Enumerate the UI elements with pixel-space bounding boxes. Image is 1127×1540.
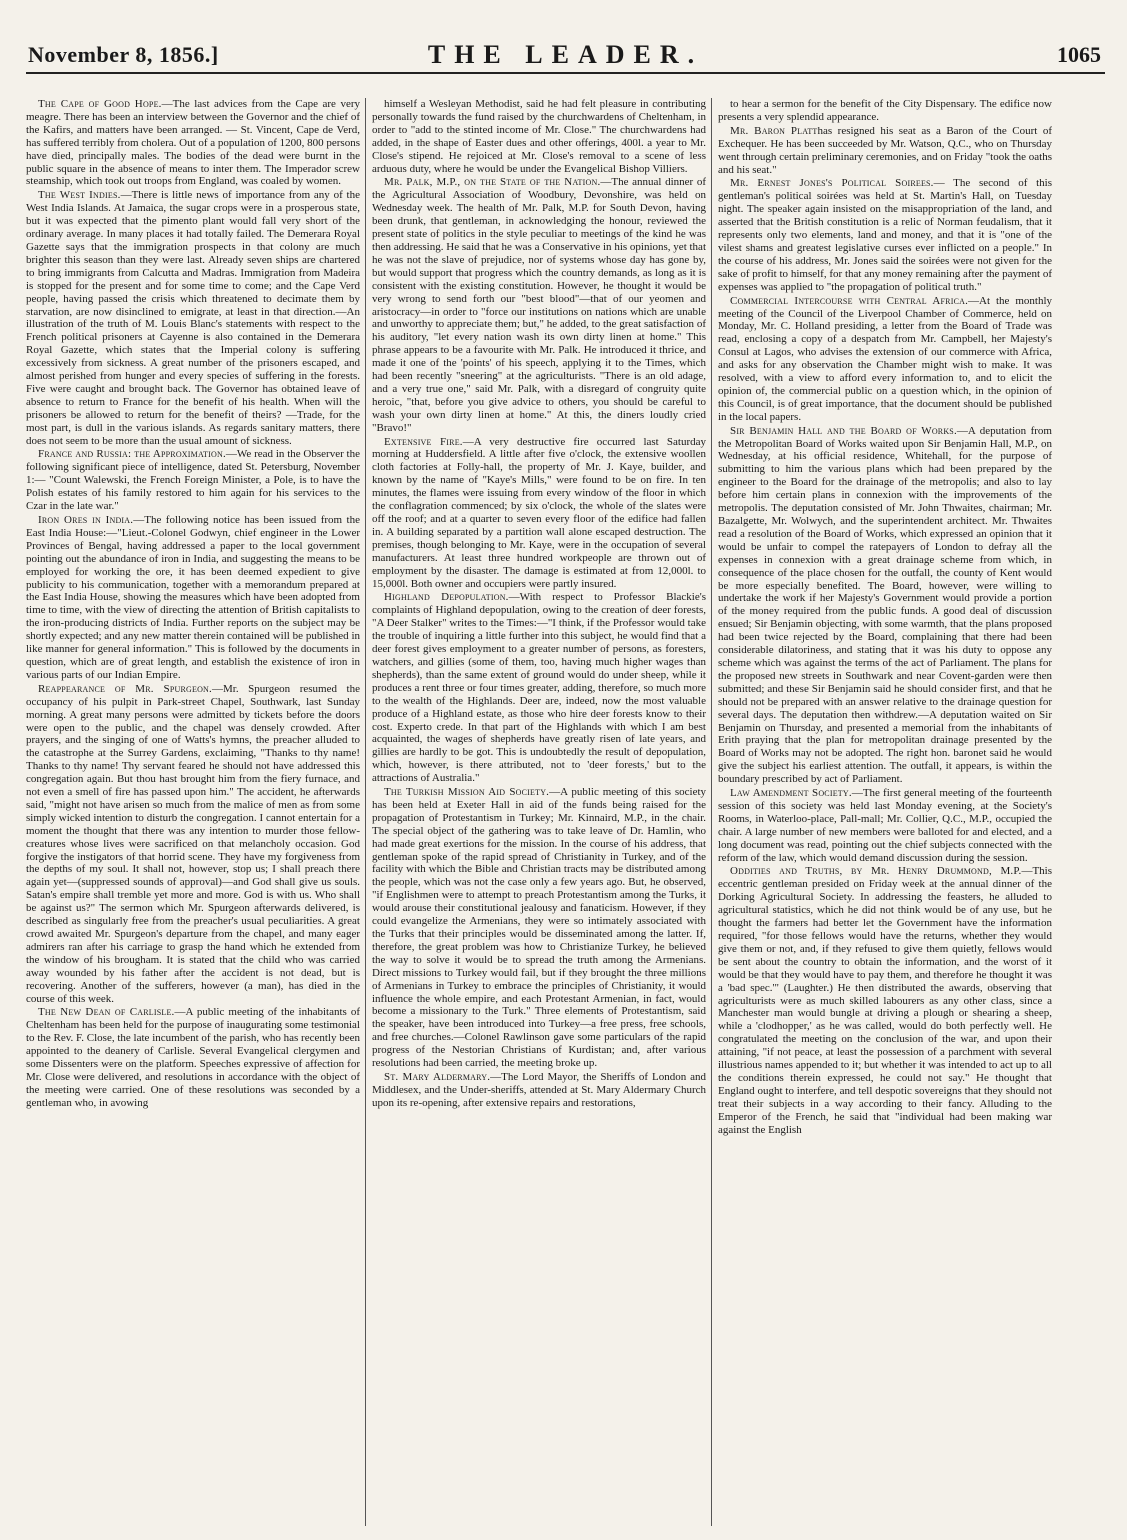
- article-heading: Mr. Baron Platt: [730, 124, 818, 137]
- article-paragraph: [372, 591, 706, 785]
- article-paragraph: [26, 683, 360, 1006]
- page-number: 1065: [1057, 42, 1101, 67]
- article-body: —There is little news of importance from any of the West India Islands. At Jamaica, the sugar crops were in a prosperous state, but it was expected that the pimento plant would fall very short of the ordinary average. In many places it had totally failed. The Demerara Royal Gazette says that the immigration prospects in that colony are much brighter this season than they were last. Already seven ships are chartered to bring immigrants from Calcutta and Madras. Immigration from Madeira is stopped for the present and for some time to come; and the Cape Verd people, having passed the crisis which threatened to decimate them by starvation, are now disinclined to emigrate, at least in that direction.—An illustration of the truth of M. Louis Blanc's statements with respect to the French political prisoners at Cayenne is also contained in the Demerara Royal Gazette, which states that the Imperial colony is suffering excessively from sickness. A great number of the prisoners escaped, and almost perished from hunger and every species of suffering in the forests. Five were caught and brought back. The Governor has obtained leave of absence to return to France for the benefit of his health. When will the prisoners be allowed to return for the benefit of theirs? —Trade, for the most part, is dull in the various islands. As regards sanitary matters, there does not seem to be more than the usual amount of sickness.: [26, 189, 360, 447]
- article-heading: The Turkish Mission Aid Society.: [384, 786, 550, 799]
- article-heading: Extensive Fire.: [384, 435, 463, 448]
- article-paragraph: [372, 1071, 706, 1110]
- article-heading: Mr. Ernest Jones's Political Soirees.: [730, 177, 934, 190]
- article-body: —We read in the Observer the following significant piece of intelligence, dated St. Petersburg, November 1:— "Count Walewski, the French Foreign Minister, a Pole, is to have the Polish estates of his family restored to him again for his services to the Czar in the late war.": [26, 448, 360, 513]
- article-body: —Mr. Spurgeon resumed the occupancy of his pulpit in Park-street Chapel, Southwark, last Sunday morning. A great many persons were admitted by tickets before the doors were open to the public, and the chapel was densely crowded. After prayers, and the singing of one of Watts's hymns, the preacher alluded to the catastrophe at the Surrey Gardens, exclaiming, "Thanks to thy name! Thanks to thy name! Thy servant feared he should not have addressed this congregation again. But thou hast brought him from the fiery furnace, and not even a smell of fire has passed upon him." The accident, he afterwards said, "might not have arisen so much from the malice of men as from some simply wicked intention to disturb the congregation. I cannot entertain for a moment the thought that there was any intention to murder those fellow-creatures whose lives were sacrificed on that melancholy occasion. God forgive the instigators of that horrid scene. They have my forgiveness from the depths of my soul. It shall not, however, stop us; I shall preach there again yet—(suppressed sounds of approval)—and God shall give us souls. Satan's empire shall tremble yet more and more. God is with us. Who shall be against us?" The sermon which Mr. Spurgeon afterwards delivered, is described as singularly free from the preacher's usual peculiarities. A great crowd awaited Mr. Spurgeon's departure from the chapel, and many eager admirers ran after his carriage to grasp the hand which he extended from the window of his brougham. It is stated that the child who was carried away wounded by his father after the accident is not dead, but is recovering. Another of the sufferers, however (a man), has died in the course of this week.: [26, 682, 360, 1005]
- column-divider: [365, 98, 366, 1526]
- article-heading: Highland Depopulation.: [384, 591, 509, 604]
- article-heading: The New Dean of Carlisle.: [38, 1006, 175, 1019]
- article-body: has resigned his seat as a Baron of the Court of Exchequer. He has been succeeded by Mr. Watson, Q.C., who on Thursday went through certain preliminary ceremonies, and on Friday "took the oaths and his seat.": [718, 124, 1052, 176]
- article-body: — The second of this gentleman's political soirées was held at St. Martin's Hall, on Tuesday night. The speaker again insisted on the misappropriation of the land, and asserted that the British constitution is a relic of Norman feudalism, that it represents only two elements, land and money, and that it is "one of the vilest shams and greatest legislative curses ever inflicted on a people." In the course of his address, Mr. Jones said the soirées were not given for the sake of profit to himself, for that any money remaining after the payment of expenses was applied to "the propagation of political truth.": [718, 177, 1052, 293]
- article-paragraph: [372, 176, 706, 434]
- article-paragraph: [718, 425, 1052, 786]
- article-paragraph: [718, 125, 1052, 177]
- column-1: [26, 98, 360, 1526]
- article-paragraph: [26, 514, 360, 682]
- article-paragraph: [26, 448, 360, 513]
- article-paragraph: [718, 177, 1052, 293]
- article-body: —This eccentric gentleman presided on Friday week at the annual dinner of the Dorking Agricultural Society. In addressing the feasters, he alluded to agricultural statistics, which he did not think would be of any use, but he thought the farmers had better let the Government have the information required, "for those fellows would have the returns, whether they would give them or not, and, if they refused to give them quietly, fellows would be sent about the country to obtain the information, and the worst of it would be that they would have to pay them, and therefore he thought it was a 'bad spec.'" (Laughter.) He then distributed the awards, observing that agriculturists were as much skilled labourers as any other class, since a Manchester man would bungle at driving a plough or shearing a sheep, while a 'clodhopper,' as he was called, would do both perfectly well. He congratulated the meeting on the conclusion of the war, and upon their attaining, "if not peace, at least the possession of a parchment with several illustrious names appended to it; but whether it was intended to act up to all the conditions therein expressed, he could not say." He thought that England ought to interfere, and tell despotic sovereigns that they should not treat their subjects in a way according to their fancy. Alluding to the Emperor of the French, he said that "individual had been making war against the English: [718, 865, 1052, 1136]
- page-header: [26, 38, 1105, 74]
- column-divider: [711, 98, 712, 1526]
- article-body: —The last advices from the Cape are very meagre. There has been an interview between the Governor and the chief of the Kafirs, and matters have been arranged. — St. Vincent, Cape de Verd, has suffered terribly from cholera. Out of a population of 1200, 800 persons have died, principally males. The bodies of the dead were burnt in the public square in the absence of means to inter them. The Imperador screw steamship, which took out troops from England, was coaled by women.: [26, 98, 360, 188]
- column-3: [718, 98, 1052, 1526]
- article-body: —The Lord Mayor, the Sheriffs of London and Middlesex, and the Under-sheriffs, attended at St. Mary Aldermary Church upon its re-opening, after extensive repairs and restorations,: [372, 1070, 706, 1109]
- article-heading: Iron Ores in India.: [38, 514, 134, 526]
- article-body: himself a Wesleyan Methodist, said he had felt pleasure in contributing personally towards the fund raised by the churchwardens of Cheltenham, in order to "add to the stinted income of Mr. Close." The churchwardens had added, in the shape of Easter dues and other offerings, 400l. a year to Mr. Close's stipend. He rejoiced at Mr. Close's removal to a scene of less arduous duty, where he would be under the Evangelical Bishop Villiers.: [372, 98, 706, 175]
- issue-date: November 8, 1856.]: [28, 42, 219, 67]
- article-heading: Commercial Intercourse with Central Africa.: [730, 294, 969, 307]
- article-heading: The West Indies.: [38, 189, 121, 202]
- article-heading: Law Amendment Society.: [730, 787, 852, 800]
- article-body: —The annual dinner of the Agricultural Association of Woodbury, Devonshire, was held on Wednesday week. The health of Mr. Palk, M.P. for South Devon, having been drunk, that gentleman, in acknowledging the honour, reviewed the present state of politics in the style peculiar to meetings of the kind he was then addressing. He said that he was a Conservative in his opinions, yet that he was not the slave of prejudice, nor of systems whose day has gone by, but would support that progress which the country demands, as long as it is consistent with the existing constitution. However, he thought it would be very wrong to send forth our "best blood"—that of our yeomen and aristocracy—in order to "force our institutions on nations which are unable and unworthy to appreciate them; but," he added, to the great satisfaction of his auditory, "let every nation wash its own dirty linen at home." This phrase appears to be a favourite with Mr. Palk. He introduced it thrice, and made it one of the 'points' of his speech, applying it to the Times, which had been recently "sneering" at the agriculturists. "There is an old adage, and a very true one," said Mr. Palk, with a disregard of congruity quite heroic, "that, before you give advice to others, you should be careful to wash your own dirty linen at home." At this, the diners loudly cried "Bravo!": [372, 176, 706, 434]
- article-body: to hear a sermon for the benefit of the City Dispensary. The edifice now presents a very splendid appearance.: [718, 98, 1052, 123]
- article-body: —A public meeting of this society has been held at Exeter Hall in aid of the funds being raised for the propagation of Protestantism in Turkey; Mr. Kinnaird, M.P., in the chair. The special object of the gathering was to take leave of Dr. Hamlin, who had made great exertions for the mission. In the course of his address, that gentleman spoke of the rapid spread of Christianity in Turkey, and of the facility with which the Bible and Christian tracts may be distributed among the people, which was not the case only a few years ago. But, he observed, "if Englishmen were to attempt to preach Protestantism among the Turks, it would arouse their constitutional jealousy and fanaticism. However, if they could evangelize the Armenians, they were so intimately associated with the Turks that their principles would be disseminated among the latter. If, therefore, the great problem was how to Christianize Turkey, he believed the way to solve it would be to spread the truth among the Armenians. Direct missions to Turkey would fail, but if they brought the three millions of Armenians in Turkey to embrace the principles of Christianity, it would influence the whole empire, and each Protestant Armenian, in fact, would become a missionary to the Turk." Three elements of Protestantism, said the speaker, have been introduced into Turkey—a free press, free schools, and free churches.—Colonel Rawlinson gave some particulars of the rapid progress of the Nestorian Christians of Kurdistan; and, after various resolutions had been carried, the meeting broke up.: [372, 786, 706, 1070]
- article-paragraph: [26, 98, 360, 188]
- article-paragraph: [26, 189, 360, 447]
- article-heading: France and Russia: the Approximation.: [38, 448, 226, 461]
- article-paragraph: [372, 436, 706, 591]
- article-heading: Mr. Palk, M.P., on the State of the Nation.: [384, 176, 601, 189]
- article-body: —The following notice has been issued from the East India House:—"Lieut.-Colonel Godwyn, chief engineer in the Lower Provinces of Bengal, having addressed a paper to the local government pointing out the abundance of iron in India, and suggesting the means to be employed for working the ore, it has been deemed expedient to give publicity to his communication, together with a memorandum prepared at the East India House, showing the measures which have been adopted from time to time, with the view of directing the attention of British capitalists to the iron-producing districts of India. Further reports on the subject may be shortly expected; and any new matter therein contained will be published in like manner for general information." This is followed by the documents in question, which are of great length, and establish the existence of iron in various parts of our Indian Empire.: [26, 514, 360, 681]
- article-heading: Sir Benjamin Hall and the Board of Works.: [730, 424, 957, 437]
- article-paragraph: [372, 786, 706, 1070]
- article-paragraph: [718, 98, 1052, 124]
- article-body: —At the monthly meeting of the Council of the Liverpool Chamber of Commerce, held on Monday, Mr. C. Holland presiding, a letter from the Board of Trade was read, enclosing a copy of a despatch from Mr. Campbell, her Majesty's Consul at Lagos, who advises the extension of our commerce with Africa, and asks for any observation the Chamber might wish to make. It was resolved, with a view to afford every information to, and to elicit the opinion of, the commercial public on a question which, in the opinion of this Council, is of great importance, that the document should be published in the local papers.: [718, 294, 1052, 423]
- masthead: THE LEADER.: [427, 40, 704, 69]
- article-body: —The first general meeting of the fourteenth session of this society was held last Monday evening, at the Society's Rooms, in Waterloo-place, Pall-mall; Mr. Collier, Q.C., M.P., occupied the chair. A large number of new members were balloted for and elected, and a long document was read, pointing out the chief subjects connected with the reform of the law, which would demand discussion during the session.: [718, 787, 1052, 864]
- article-paragraph: [718, 295, 1052, 424]
- article-paragraph: [372, 98, 706, 175]
- article-body: —A deputation from the Metropolitan Board of Works waited upon Sir Benjamin Hall, M.P., on Wednesday, at his official residence, Whitehall, for the purpose of submitting to him the various plans which had been prepared by the engineer to the Board for the drainage of the metropolis; and also to lay before him certain plans in connexion with the improvements of the metropolis. The deputation consisted of Mr. John Thwaites, chairman; Mr. Bazalgette, Mr. Wolwych, and the superintendent architect. Mr. Thwaites read a resolution of the Board of Works, which expressed an opinion that it would be unfair to compel the ratepayers of London to defray all the expenses in connexion with a great drainage scheme from which, in consequence of the place chosen for the outfall, the county of Kent would be more especially benefited. The Board, however, were willing to undertake the work if her Majesty's Government would provide a portion of the money required from the public funds. A good deal of discussion ensued; Sir Benjamin objecting, with some warmth, that the plans proposed had been twice rejected by the Board, complaining that there had been considerable dilatoriness, and stating that it was his duty to oppose any scheme which was against the terms of the act of Parliament. The plans for the proposed new streets in Southwark and near Covent-garden were then submitted; and these Sir Benjamin said he should consider first, and that he should not be prepared with an answer relative to the drainage question for several days. The deputation then withdrew.—A deputation waited on Sir Benjamin on Thursday, and presented a memorial from the inhabitants of Erith praying that the plan for metropolitan drainage presented by the Board of Works may not be adopted. The right hon. baronet said he would give the subject his earliest attention. The outfall, it appears, is within the boundary prescribed by act of Parliament.: [718, 424, 1052, 786]
- article-paragraph: [26, 1006, 360, 1109]
- article-paragraph: [718, 865, 1052, 1136]
- article-body: —A public meeting of the inhabitants of Cheltenham has been held for the purpose of inaugurating some testimonial to the Rev. F. Close, the late incumbent of the parish, who has recently been appointed to the deanery of Carlisle. Several Evangelical clergymen and some Dissenters were on the platform. Speeches expressive of affection for Mr. Close were delivered, and resolutions in accordance with the object of the meeting were carried. One of these resolutions was seconded by a gentleman who, in avowing: [26, 1006, 360, 1109]
- article-body: —With respect to Professor Blackie's complaints of Highland depopulation, owing to the creation of deer forests, "A Deer Stalker" writes to the Times:—"I think, if the Professor would take the trouble of inquiring a little further into this subject, he would find that a deer forest gives employment to a greater number of persons, as foresters, watchers, and gillies (some of them, too, having much higher wages than shepherds), than the same extent of ground would do under sheep, while it produces a rent three or four times greater, adding, therefore, so much more to the wealth of the Highlands. Deer are, indeed, now the most valuable produce of a Highland estate, as those who hire deer forests know to their cost. Experto crede. In that part of the Highlands with which I am best acquainted, the wages of shepherds have greatly risen of late years, and gillies are hardly to be got. This is undoubtedly the result of depopulation, which, however, is there attributed, not to 'deer forests,' but to the attractions of Australia.": [372, 591, 706, 785]
- column-2: [372, 98, 706, 1526]
- article-heading: The Cape of Good Hope.: [38, 98, 162, 110]
- article-heading: Oddities and Truths, by Mr. Henry Drummond, M.P.: [730, 865, 1022, 878]
- article-paragraph: [718, 787, 1052, 864]
- article-heading: St. Mary Aldermary.: [384, 1070, 491, 1083]
- article-body: —A very destructive fire occurred last Saturday morning at Huddersfield. A little after five o'clock, the extensive woollen cloth factories at Folly-hall, the property of Mr. J. Kaye, builder, and known by the name of "Kaye's Mills," were found to be on fire. In ten minutes, the flames were issuing from every window of the floor in which the conflagration commenced; by six o'clock, the whole of the slates were off the roof; and at a quarter to seven every floor of the edifice had fallen in. A building separated by a partition wall alone escaped destruction. The premises, though belonging to Mr. Kaye, were in the occupation of several manufacturers. At least three hundred workpeople are thrown out of employment by the disaster. The damage is estimated at from 12,000l. to 15,000l. Both owner and occupiers were partly insured.: [372, 435, 706, 590]
- article-heading: Reappearance of Mr. Spurgeon.: [38, 682, 212, 695]
